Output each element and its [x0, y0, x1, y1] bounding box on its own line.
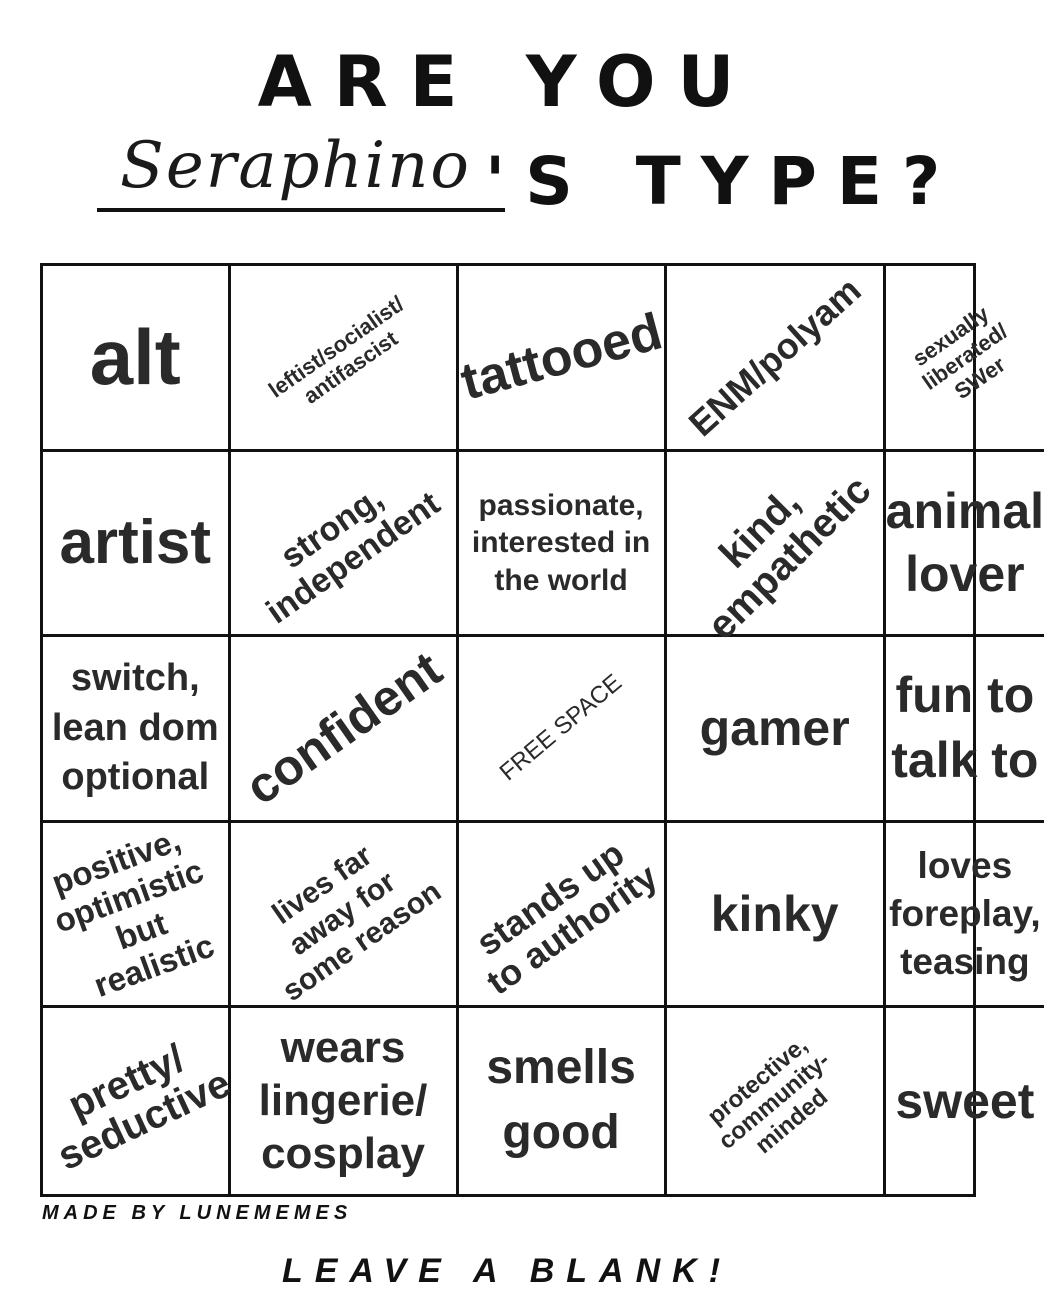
bingo-cell-0-4[interactable] — [886, 266, 1044, 452]
bingo-cell-label: strong, independent — [259, 478, 448, 632]
call-to-action: LEAVE A BLANK! — [281, 1252, 733, 1290]
bingo-cell-label: wears lingerie/ cosplay — [258, 1023, 428, 1178]
bingo-cell-0-3[interactable] — [667, 266, 886, 452]
bingo-cell-label: alt — [89, 313, 181, 402]
bingo-cell-1-1[interactable] — [231, 452, 459, 638]
bingo-cell-label: gamer — [699, 700, 850, 757]
bingo-cell-3-3[interactable] — [667, 823, 886, 1009]
bingo-cell-3-4[interactable] — [886, 823, 1044, 1009]
bingo-cell-1-0[interactable] — [43, 452, 231, 638]
bingo-cell-label: fun to talk to — [891, 667, 1039, 789]
credit-text: MADE BY LUNEMEMES — [42, 1202, 353, 1224]
bingo-cell-4-1[interactable] — [231, 1008, 459, 1194]
bingo-cell-label: protective, community-minded — [702, 1031, 835, 1159]
bingo-cell-label: tattooed — [454, 302, 668, 412]
bingo-cell-3-0[interactable] — [43, 820, 231, 1009]
bingo-cell-3-2[interactable] — [459, 823, 667, 1009]
bingo-cell-2-1[interactable] — [231, 637, 459, 823]
bingo-cell-label: confident — [234, 641, 452, 816]
bingo-cell-4-0[interactable] — [43, 1008, 238, 1194]
bingo-cell-label: loves foreplay, teasing — [889, 844, 1041, 983]
bingo-cell-label: lives far away for some reason — [266, 839, 448, 1009]
bingo-cell-label: positive, optimistic but realistic — [46, 820, 219, 1004]
bingo-cell-1-2[interactable] — [459, 452, 667, 638]
bingo-cell-label: animal lover — [885, 483, 1045, 602]
name-blank-underline — [97, 208, 505, 212]
bingo-cell-label: switch, lean dom optional — [51, 657, 219, 799]
bingo-cell-4-3[interactable] — [667, 1008, 886, 1194]
bingo-cell-2-4[interactable] — [886, 637, 1044, 823]
bingo-cell-3-1[interactable] — [231, 823, 459, 1009]
bingo-cell-4-4[interactable] — [886, 1008, 1044, 1194]
bingo-cell-label: smells good — [486, 1041, 636, 1160]
bingo-cell-label: ENM/polyam — [680, 269, 869, 445]
bingo-cell-4-2[interactable] — [459, 1008, 667, 1194]
bingo-cell-1-4[interactable] — [886, 452, 1044, 638]
bingo-cell-label: kinky — [710, 886, 839, 943]
title-line-2: 'S TYPE? — [485, 143, 961, 220]
bingo-cell-0-1[interactable] — [231, 266, 459, 452]
bingo-cell-0-0[interactable] — [43, 266, 231, 452]
title-line-1: ARE YOU — [257, 41, 757, 123]
bingo-cell-label: pretty/ seductive — [51, 1036, 238, 1180]
bingo-cell-label: leftist/socialist/ antifascist — [263, 290, 408, 409]
bingo-cell-label: passionate, interested in the world — [471, 488, 651, 597]
bingo-cell-1-3[interactable] — [667, 452, 886, 648]
bingo-cell-label: sweet — [895, 1073, 1035, 1130]
bingo-cell-label: kind, empathetic — [699, 467, 880, 648]
bingo-cell-0-2[interactable] — [454, 266, 668, 452]
bingo-grid — [40, 263, 1045, 1197]
bingo-cell-2-0[interactable] — [43, 637, 231, 823]
bingo-cell-label: stands up to authority — [468, 832, 665, 1003]
handwritten-name: Seraphino — [120, 129, 471, 203]
bingo-cell-label: artist — [59, 507, 212, 577]
bingo-cell-2-3[interactable] — [667, 637, 886, 823]
bingo-cell-2-2[interactable] — [459, 637, 667, 823]
bingo-cell-label: FREE SPACE — [494, 669, 627, 787]
bingo-cell-label: sexually liberated/ SWer — [907, 301, 1013, 405]
